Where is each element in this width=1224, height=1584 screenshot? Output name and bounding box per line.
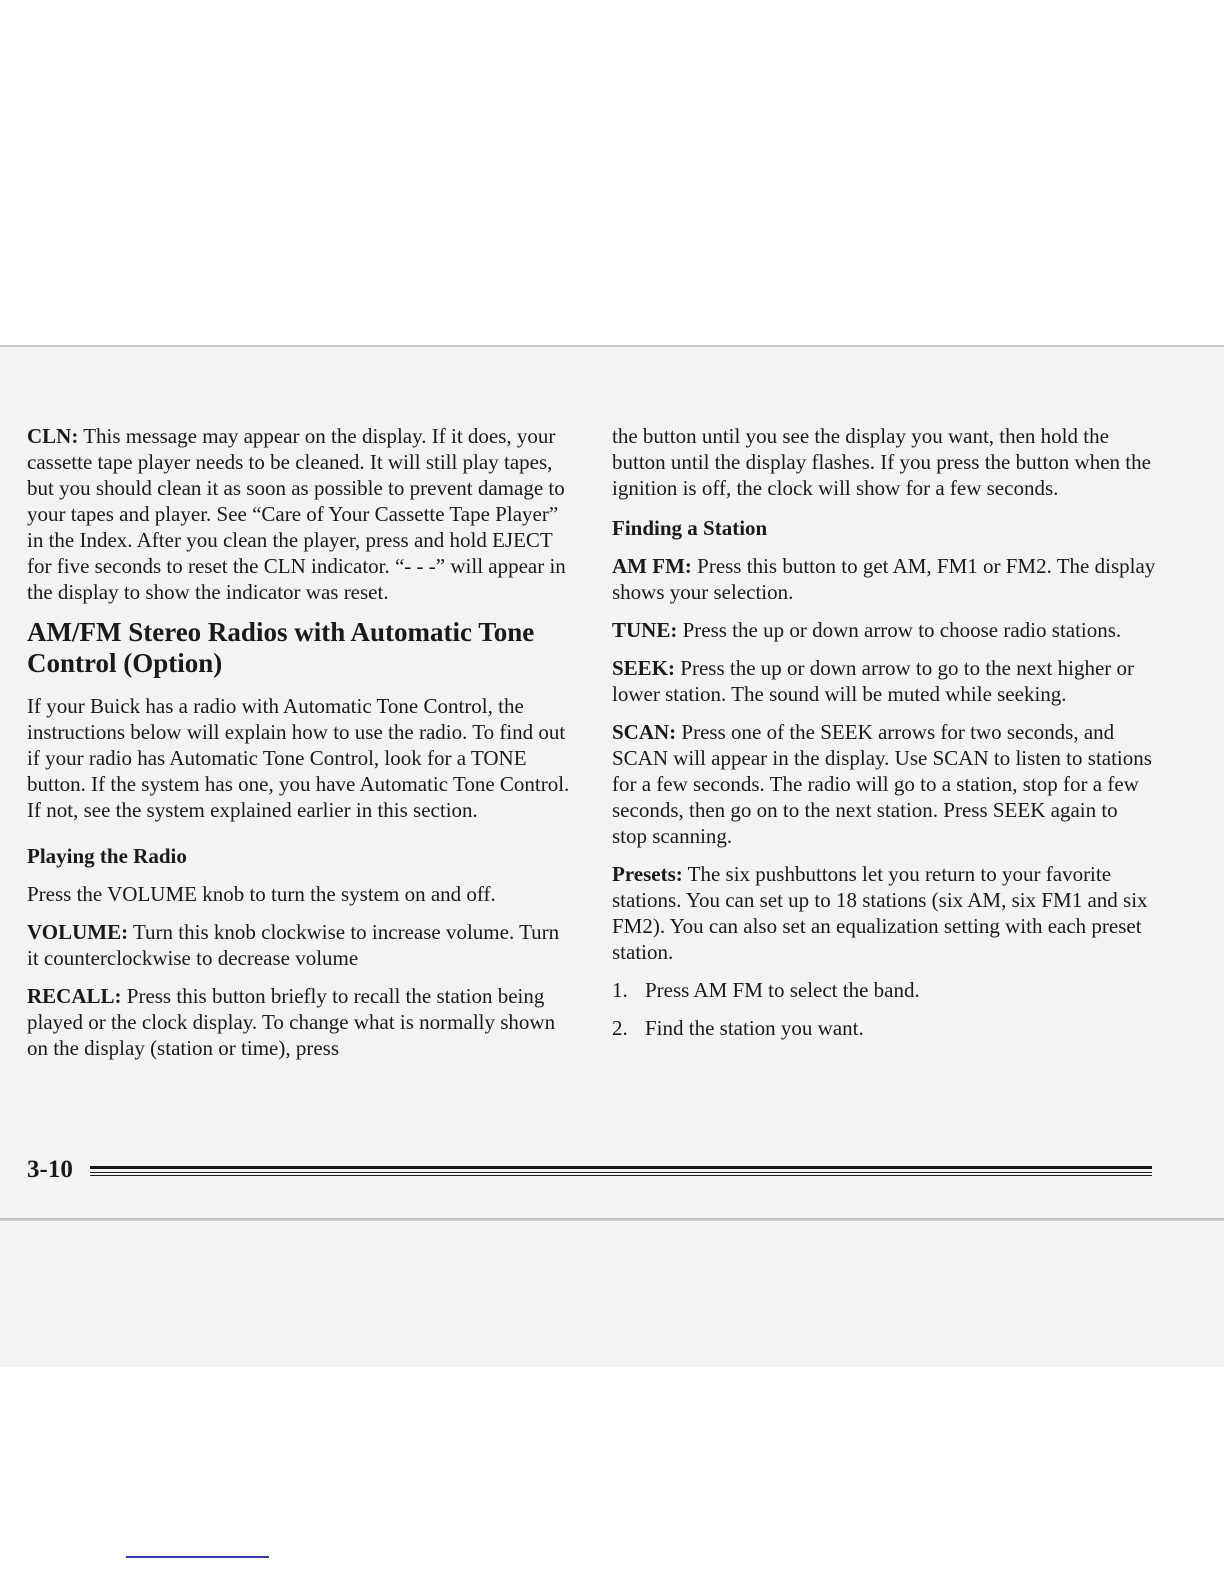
recall-text: Press this button briefly to recall the station being played or the clock display. To change what is normally shown on the display (station or time), press — [27, 984, 556, 1060]
scan-paragraph — [612, 719, 1157, 849]
playing-paragraph: Press the VOLUME knob to turn the system on and off. — [27, 882, 496, 906]
tune-term: TUNE: — [612, 618, 678, 642]
amfm-text: Press this button to get AM, FM1 or FM2. The display shows your selection. — [612, 554, 1156, 604]
footer-rule-thin — [90, 1175, 1152, 1176]
step-number: 1. — [612, 978, 628, 1002]
volume-text: Turn this knob clockwise to increase volume. Turn it counterclockwise to decrease volume — [27, 920, 560, 970]
recall-term: RECALL: — [27, 984, 122, 1008]
seek-term: SEEK: — [612, 656, 676, 680]
presets-term: Presets: — [612, 862, 683, 886]
cln-text: This message may appear on the display. If it does, your cassette tape player needs to be cleaned. It will still play tapes, but you should clean it as soon as possible to prevent damage to your tapes and player. See “Care of Your Cassette Tape Player” in the Index. After you clean the player, press and hold EJECT for five seconds to reset the CLN indicator. “- - -” will appear in the display to show the indicator was reset. — [27, 424, 566, 604]
finding-heading: Finding a Station — [612, 516, 768, 540]
list-item — [612, 977, 1157, 1003]
scan-text: Press one of the SEEK arrows for two seconds, and SCAN will appear in the display. Use SCAN to listen to stations for a few seconds. The radio will go to a station, stop for a few seconds, then go on to the next station. Press SEEK again to stop scanning. — [612, 720, 1152, 848]
volume-paragraph — [27, 919, 572, 971]
recall-paragraph — [27, 983, 572, 1061]
cln-term: CLN: — [27, 424, 79, 448]
seek-paragraph — [612, 655, 1157, 707]
scan-term: SCAN: — [612, 720, 677, 744]
tune-text: Press the up or down arrow to choose radio stations. — [677, 618, 1122, 642]
list-item — [612, 1015, 1157, 1041]
presets-paragraph — [612, 861, 1157, 965]
step-text: Find the station you want. — [645, 1016, 864, 1040]
tune-paragraph — [612, 617, 1157, 643]
left-column — [27, 423, 572, 1073]
seek-text: Press the up or down arrow to go to the next higher or lower station. The sound will be muted while seeking. — [612, 656, 1135, 706]
footer-rule — [90, 1166, 1152, 1178]
right-column — [612, 423, 1157, 1053]
amfm-paragraph — [612, 553, 1157, 605]
playing-heading: Playing the Radio — [27, 844, 187, 868]
cln-paragraph — [27, 423, 572, 605]
top-divider — [0, 345, 1224, 347]
intro-paragraph: If your Buick has a radio with Automatic Tone Control, the instructions below will explain how to use the radio. To find out if your radio has Automatic Tone Control, look for a TONE button. If the system has one, you have Automatic Tone Control. If not, see the system explained earlier in this section. — [27, 694, 570, 822]
footer-rule-thick — [90, 1166, 1152, 1169]
amfm-term: AM FM: — [612, 554, 692, 578]
recall-continued-paragraph: the button until you see the display you want, then hold the button until the display flashes. If you press the button when the ignition is off, the clock will show for a few seconds. — [612, 424, 1151, 500]
bottom-divider — [0, 1218, 1224, 1221]
stub-line — [126, 1556, 269, 1558]
step-number: 2. — [612, 1016, 628, 1040]
step-text: Press AM FM to select the band. — [645, 978, 920, 1002]
section-title: AM/FM Stereo Radios with Automatic Tone Control (Option) — [27, 617, 535, 678]
page-number: 3-10 — [27, 1156, 73, 1183]
page-footer — [27, 1155, 1152, 1185]
steps-list — [612, 977, 1157, 1041]
footer-rule-thin — [90, 1172, 1152, 1173]
volume-term: VOLUME: — [27, 920, 129, 944]
presets-text: The six pushbuttons let you return to your favorite stations. You can set up to 18 stations (six AM, six FM1 and six FM2). You can also set an equalization setting with each preset station. — [612, 862, 1148, 964]
